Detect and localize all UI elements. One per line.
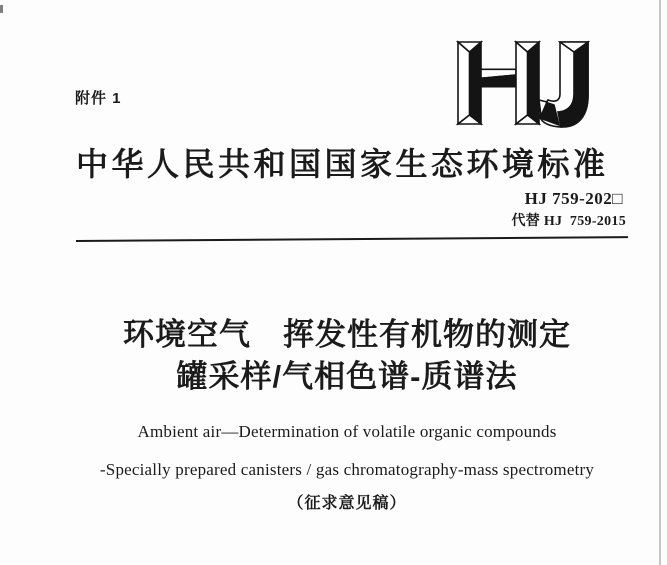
doc-title-en-line1: Ambient air—Determination of volatile organic compounds xyxy=(137,422,557,441)
doc-title-en-line2: -Specially prepared canisters / gas chromatography-mass spectrometry xyxy=(99,460,595,479)
hj-logo-icon xyxy=(455,38,590,130)
attachment-label: 附件 1 xyxy=(75,90,122,107)
replaces-note: 代替 HJ 759-2015 xyxy=(511,214,626,229)
scan-artifact-speck xyxy=(0,5,3,13)
doc-title-cn-line1: 环境空气 挥发性有机物的测定 xyxy=(123,317,571,352)
standard-number: HJ 759-202□ xyxy=(524,189,623,208)
national-standard-title: 中华人民共和国国家生态环境标准 xyxy=(76,146,609,182)
scan-page-edge xyxy=(659,0,661,565)
draft-status-note: （征求意见稿） xyxy=(287,495,407,512)
header-rule xyxy=(76,236,628,242)
doc-title-cn-line2: 罐采样/气相色谱-质谱法 xyxy=(176,359,518,394)
